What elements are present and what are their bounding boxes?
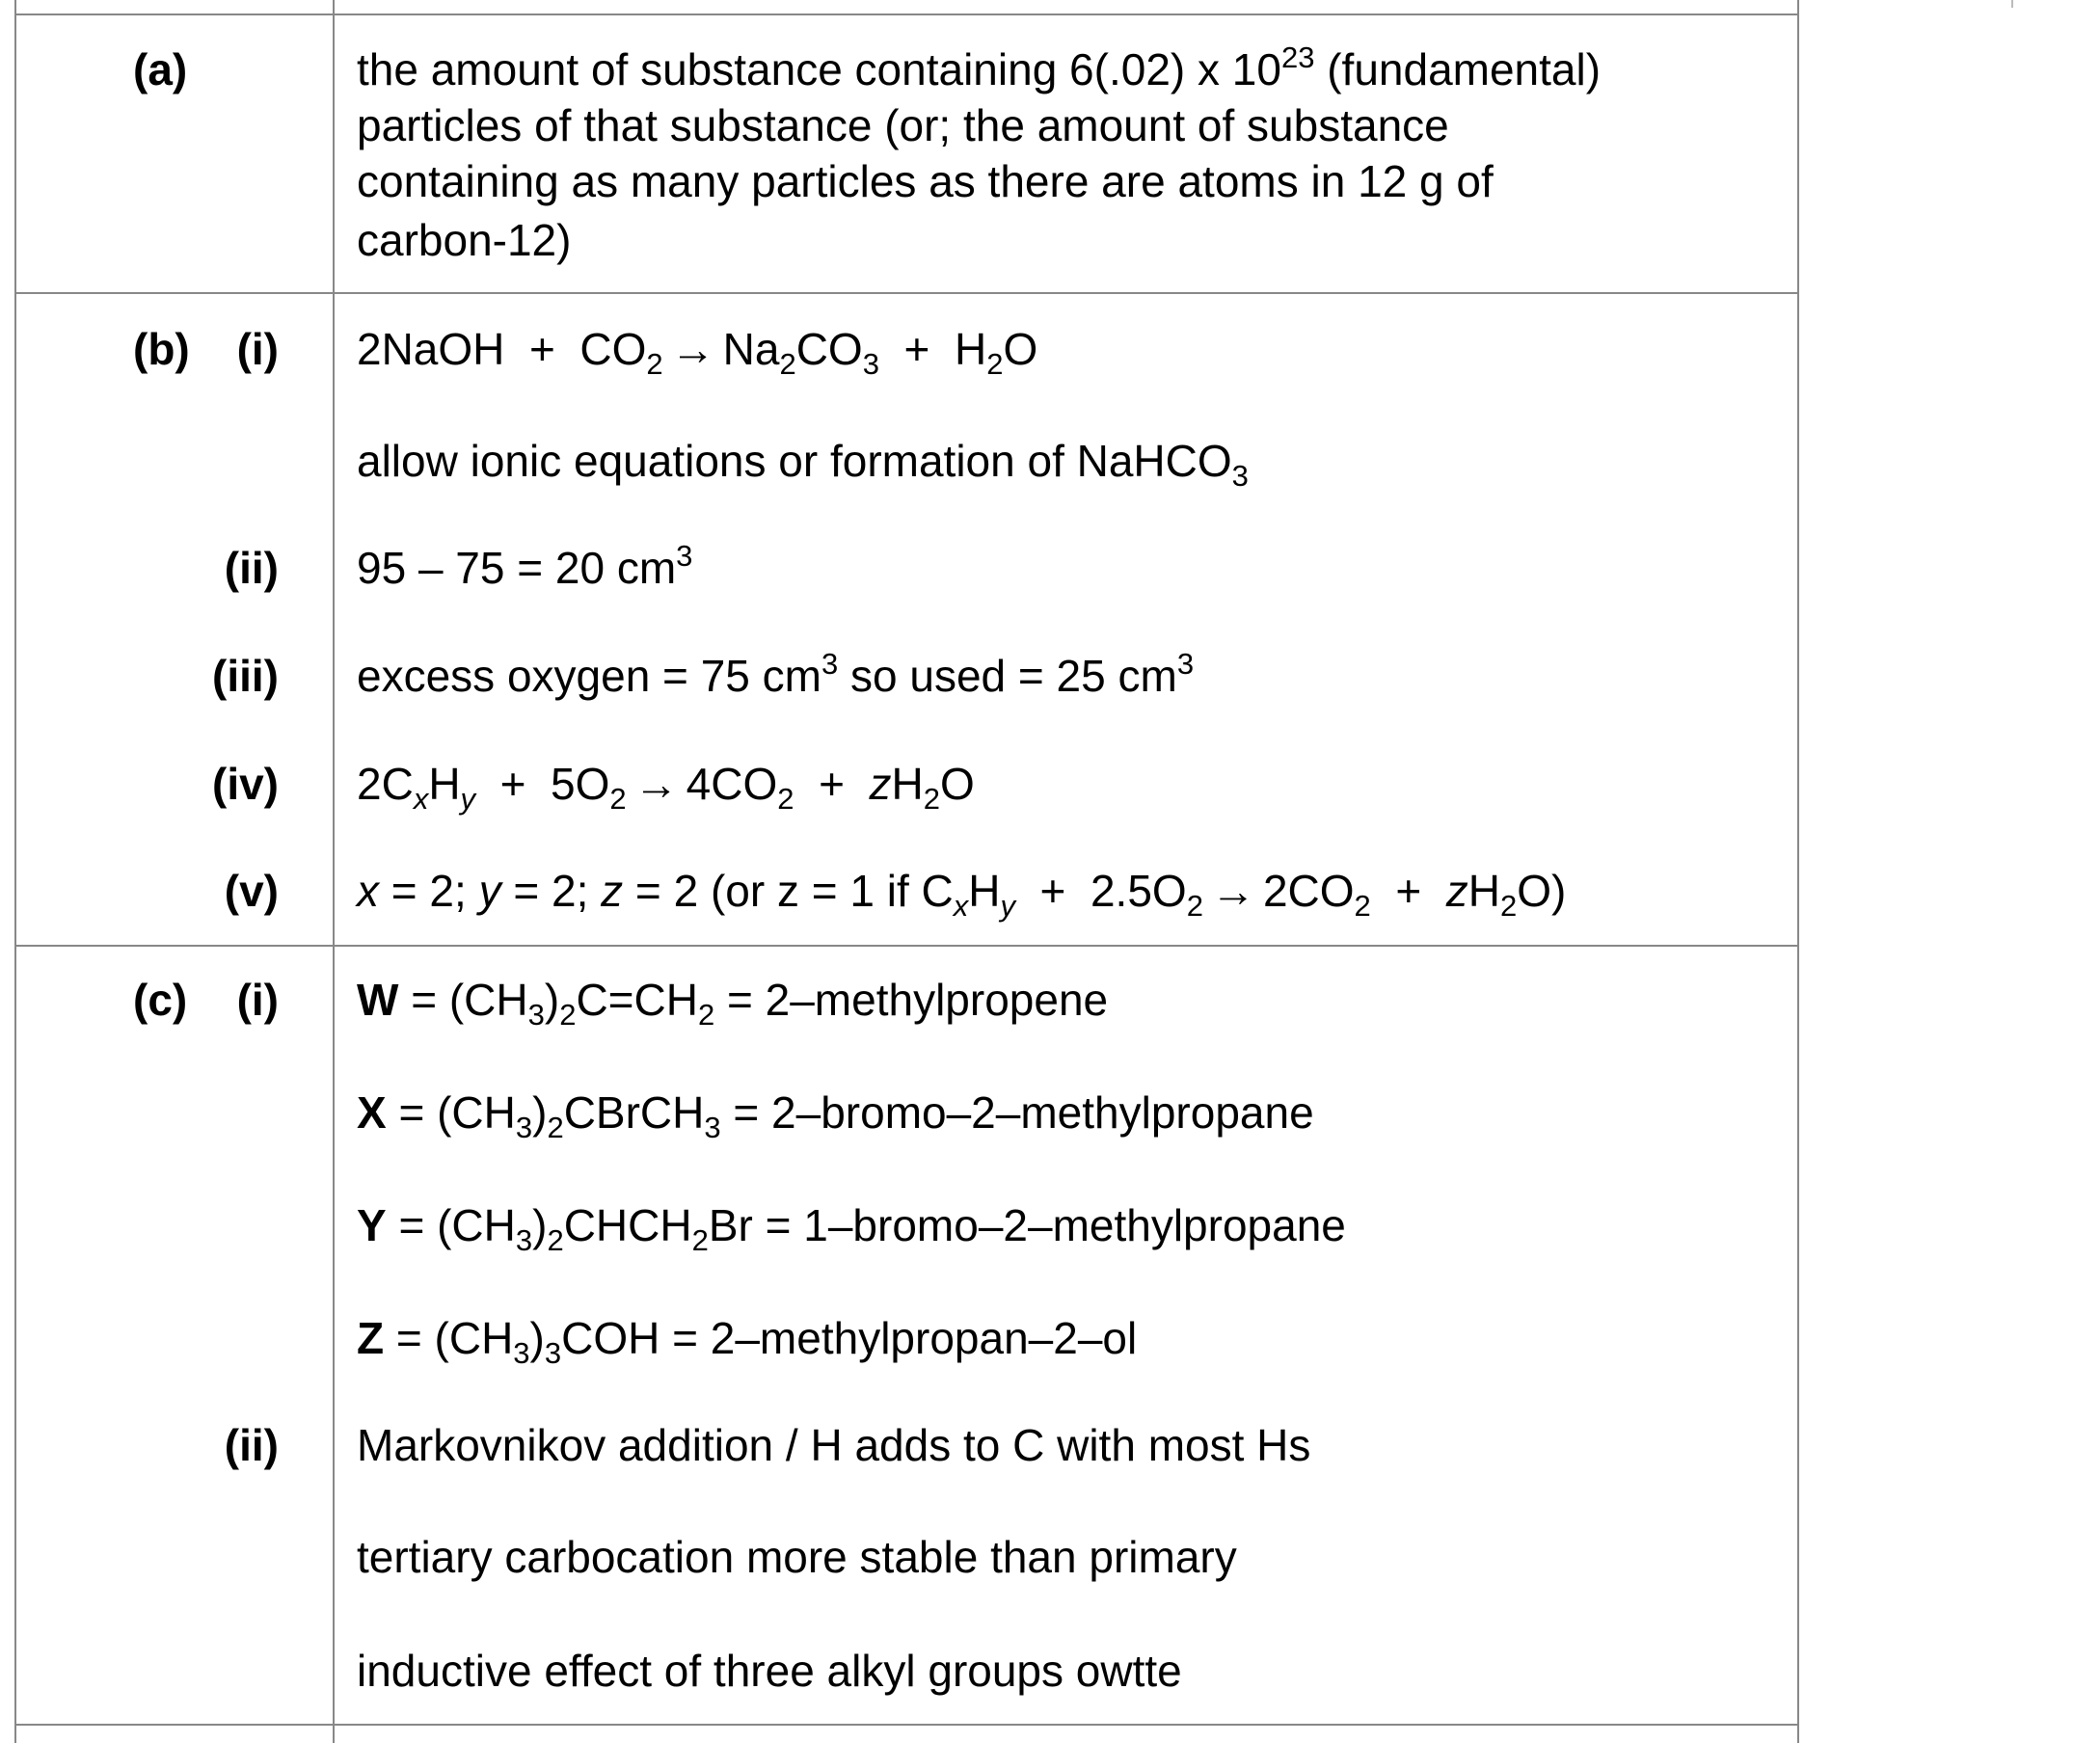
answer-c-i-x: $X = (CH_3)_2CBrCH_3$ = 2–bromo–2–methylpropane — [357, 1087, 1314, 1144]
sub-label-c-ii: (ii) — [224, 1420, 279, 1470]
table-rule-a-b — [14, 292, 1799, 294]
reaction-arrow-icon: → — [633, 759, 679, 809]
answer-c-i-y: $Y = (CH_3)_2CHCH_2Br$ = 1–bromo–2–methylpropane — [357, 1200, 1346, 1257]
part-a-line-4: carbon-12) — [357, 215, 572, 265]
table-rule-b-c — [14, 945, 1799, 947]
answer-c-ii-line-3: inductive effect of three alkyl groups owtte — [357, 1646, 1182, 1696]
answer-b-ii: 95 – 75 = 20 $cm^3$ — [357, 539, 693, 593]
answer-c-i-z: $Z = (CH_3)_3COH$ = 2–methylpropan–2–ol — [357, 1313, 1138, 1370]
sub-label-b-iii: (iii) — [212, 651, 279, 701]
answer-c-i-w: $W = (CH_3)_2C=CH_2$ = 2–methylpropene — [357, 975, 1109, 1032]
part-a-line-1: the amount of substance containing 6(.02) x $10^{23}$ (fundamental) — [357, 40, 1602, 94]
note-b-i: allow ionic equations or formation of NaHCO$_3$ — [357, 436, 1249, 493]
edge-mark — [2011, 0, 2013, 8]
answer-b-iii: excess oxygen = 75 $cm^3$ so used = 25 $cm^3$ — [357, 647, 1195, 701]
answer-c-ii-line-1: Markovnikov addition / H adds to C with most Hs — [357, 1420, 1311, 1470]
sub-label-c-i: (i) — [236, 975, 279, 1025]
table-border-right — [1797, 0, 1799, 1743]
equation-b-iv: $2C_xH_y + 5O_2 \to 4CO_2 + zH_2O$ — [357, 759, 975, 816]
sub-label-b-ii: (ii) — [224, 543, 279, 593]
part-label-a: (a) — [133, 44, 188, 94]
answer-b-v: x = 2; y = 2; z = 2 (or z = 1 if $C_xH_y + 2.5O_2 \to 2CO_2 + zH_2O$) — [357, 866, 1567, 923]
table-rule-bottom — [14, 1724, 1799, 1726]
reaction-arrow-icon: → — [1210, 866, 1255, 916]
sub-label-b-iv: (iv) — [212, 759, 279, 809]
part-label-b: (b) — [133, 324, 190, 374]
part-label-c: (c) — [133, 975, 188, 1025]
table-rule-top — [14, 13, 1799, 15]
sub-label-b-v: (v) — [224, 866, 279, 916]
table-border-left — [14, 0, 16, 1743]
equation-b-i: 2NaOH + $CO_2 \to Na_2CO_3 + H_2O$ — [357, 324, 1038, 381]
table-column-divider — [333, 0, 335, 1743]
answer-c-ii-line-2: tertiary carbocation more stable than primary — [357, 1532, 1237, 1582]
sub-label-b-i: (i) — [236, 324, 279, 374]
reaction-arrow-icon: → — [670, 324, 715, 374]
part-a-line-3: containing as many particles as there are atoms in 12 g of — [357, 156, 1494, 206]
part-a-line-2: particles of that substance (or; the amount of substance — [357, 100, 1449, 150]
